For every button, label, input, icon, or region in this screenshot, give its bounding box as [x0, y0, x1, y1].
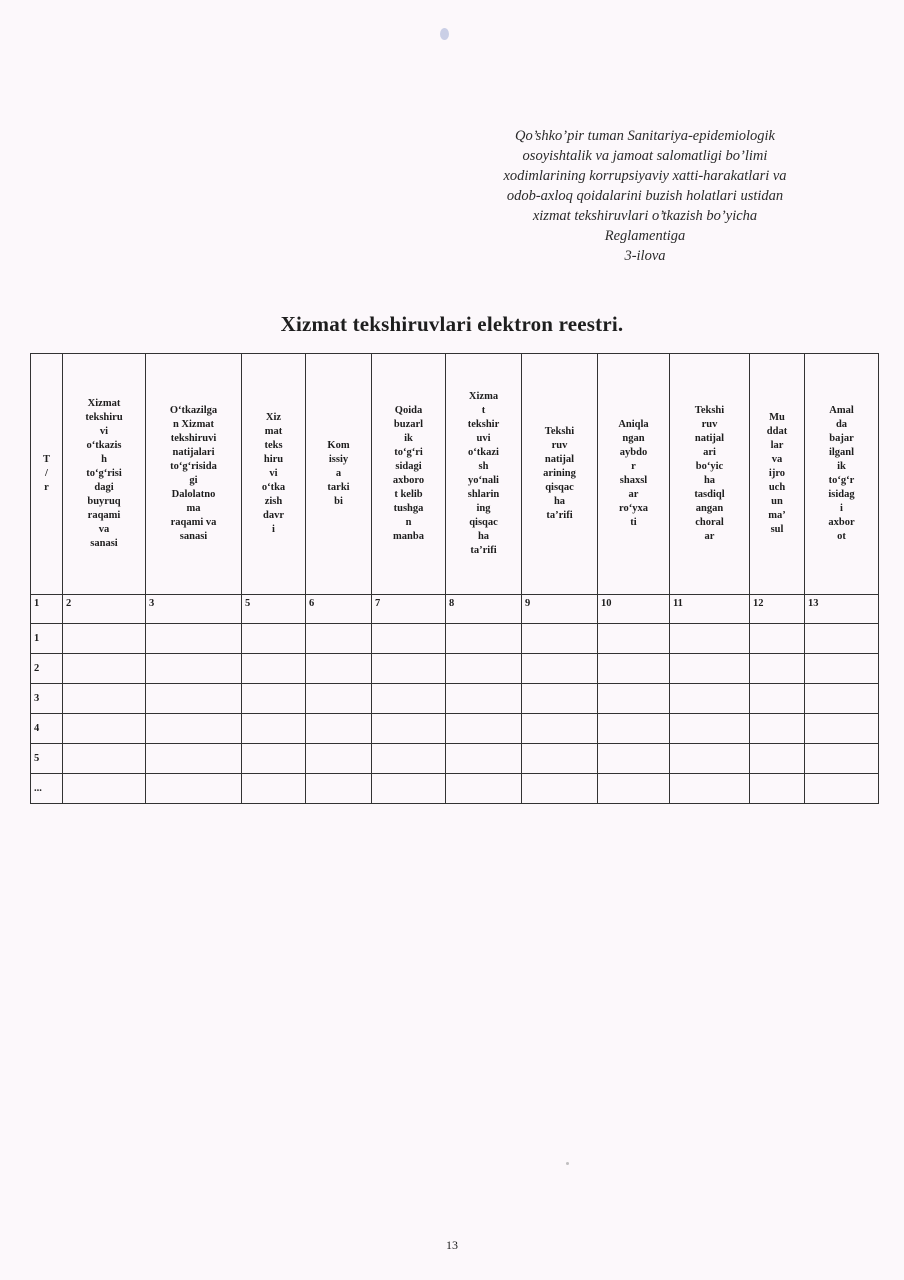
table-cell: [446, 684, 522, 714]
table-cell: [750, 654, 805, 684]
row-number: 3: [31, 684, 63, 714]
column-header: Qoida buzarl ik to‘g‘ri sidagi axboro t kelib tushga n manba: [372, 354, 446, 595]
table-cell: [750, 624, 805, 654]
table-cell: [306, 654, 372, 684]
table-row: [31, 714, 879, 744]
table-cell: [598, 714, 670, 744]
column-number: 12: [750, 595, 805, 624]
table-cell: [805, 744, 879, 774]
table-cell: [63, 654, 146, 684]
annex-number: 3-ilova: [624, 248, 666, 264]
column-header: Kom issiy a tarki bi: [306, 354, 372, 595]
table-cell: [242, 624, 306, 654]
table-cell: [306, 774, 372, 804]
note-line: xizmat tekshiruvlari o’tkazish bo’yicha: [532, 208, 758, 224]
table-cell: [805, 774, 879, 804]
table-header-row: [31, 354, 879, 595]
column-header: Xizmat tekshiru vi o‘tkazis h to‘g‘risi dagi buyruq raqami va sanasi: [63, 354, 146, 595]
table-cell: [306, 624, 372, 654]
table-cell: [306, 744, 372, 774]
row-number: 4: [31, 714, 63, 744]
column-number: 3: [146, 595, 242, 624]
column-number: 1: [31, 595, 63, 624]
table-cell: [522, 684, 598, 714]
table-cell: [522, 744, 598, 774]
column-number: 7: [372, 595, 446, 624]
table-cell: [522, 654, 598, 684]
table-cell: [805, 684, 879, 714]
column-header: Aniqla ngan aybdo r shaxsl ar ro‘yxa ti: [598, 354, 670, 595]
table-cell: [598, 774, 670, 804]
table-cell: [670, 654, 750, 684]
note-line: osoyishtalik va jamoat salomatligi bo’limi: [522, 148, 768, 164]
table-cell: [63, 624, 146, 654]
column-header: Xizma t tekshir uvi o‘tkazi sh yo‘nali shlarin ing qisqac ha ta’rifi: [446, 354, 522, 595]
table-cell: [750, 744, 805, 774]
column-number: 13: [805, 595, 879, 624]
table-cell: [146, 654, 242, 684]
table-cell: [372, 624, 446, 654]
column-number: 5: [242, 595, 306, 624]
column-header: Tekshi ruv natijal ari bo‘yic ha tasdiql angan choral ar: [670, 354, 750, 595]
note-line: odob-axloq qoidalarini buzish holatlari ustidan: [506, 188, 784, 204]
column-number: 8: [446, 595, 522, 624]
table-row: [31, 774, 879, 804]
note-line: xodimlarining korrupsiyaviy xatti-harakatlari va: [503, 168, 787, 184]
table-cell: [670, 684, 750, 714]
table-cell: [598, 654, 670, 684]
table-cell: [372, 654, 446, 684]
table-cell: [146, 624, 242, 654]
table-cell: [63, 744, 146, 774]
table-cell: [670, 744, 750, 774]
table-cell: [805, 714, 879, 744]
table-cell: [805, 624, 879, 654]
registry-table: [30, 353, 879, 804]
table-cell: [670, 714, 750, 744]
scan-speck: [440, 28, 449, 40]
table-cell: [522, 714, 598, 744]
table-cell: [670, 774, 750, 804]
table-cell: [372, 774, 446, 804]
note-line: Reglamentiga: [604, 228, 686, 244]
row-number: ...: [31, 774, 63, 804]
table-cell: [598, 624, 670, 654]
table-cell: [63, 714, 146, 744]
column-header: Xiz mat teks hiru vi o‘tka zish davr i: [242, 354, 306, 595]
table-row: [31, 684, 879, 714]
table-cell: [146, 774, 242, 804]
table-cell: [750, 684, 805, 714]
table-cell: [306, 684, 372, 714]
column-header: Amal da bajar ilganl ik to‘g‘r isidag i axbor ot: [805, 354, 879, 595]
table-cell: [146, 684, 242, 714]
table-cell: [522, 624, 598, 654]
table-cell: [670, 624, 750, 654]
table-cell: [446, 744, 522, 774]
table-cell: [446, 714, 522, 744]
table-cell: [146, 744, 242, 774]
column-header: O‘tkazilga n Xizmat tekshiruvi natijalari to‘g‘risida gi Dalolatno ma raqami va sanasi: [146, 354, 242, 595]
table-cell: [306, 714, 372, 744]
table-cell: [750, 774, 805, 804]
table-cell: [372, 714, 446, 744]
page-number: 13: [446, 1238, 458, 1252]
column-header: T / r: [31, 354, 63, 595]
table-cell: [446, 654, 522, 684]
scan-speck: [566, 1162, 569, 1165]
table-cell: [63, 684, 146, 714]
column-number: 10: [598, 595, 670, 624]
column-number: 11: [670, 595, 750, 624]
document-title: Xizmat tekshiruvlari elektron reestri.: [280, 312, 624, 336]
note-line: Qo’shko’pir tuman Sanitariya-epidemiologik: [515, 128, 775, 144]
table-cell: [446, 774, 522, 804]
table-cell: [522, 774, 598, 804]
table-cell: [242, 774, 306, 804]
column-header: Mu ddat lar va ijro uch un ma’ sul: [750, 354, 805, 595]
table-cell: [242, 654, 306, 684]
table-cell: [372, 744, 446, 774]
row-number: 1: [31, 624, 63, 654]
table-row: [31, 654, 879, 684]
table-cell: [598, 744, 670, 774]
regulation-reference-note: [440, 126, 850, 266]
row-number: 2: [31, 654, 63, 684]
column-number-row: [31, 595, 879, 624]
table-cell: [598, 684, 670, 714]
column-header: Tekshi ruv natijal arining qisqac ha ta’rifi: [522, 354, 598, 595]
column-number: 6: [306, 595, 372, 624]
table-cell: [146, 714, 242, 744]
table-cell: [63, 774, 146, 804]
table-cell: [242, 684, 306, 714]
table-cell: [446, 624, 522, 654]
table-cell: [750, 714, 805, 744]
table-row: [31, 624, 879, 654]
row-number: 5: [31, 744, 63, 774]
table-cell: [242, 714, 306, 744]
table-row: [31, 744, 879, 774]
table-cell: [805, 654, 879, 684]
table-cell: [242, 744, 306, 774]
table-cell: [372, 684, 446, 714]
column-number: 2: [63, 595, 146, 624]
column-number: 9: [522, 595, 598, 624]
